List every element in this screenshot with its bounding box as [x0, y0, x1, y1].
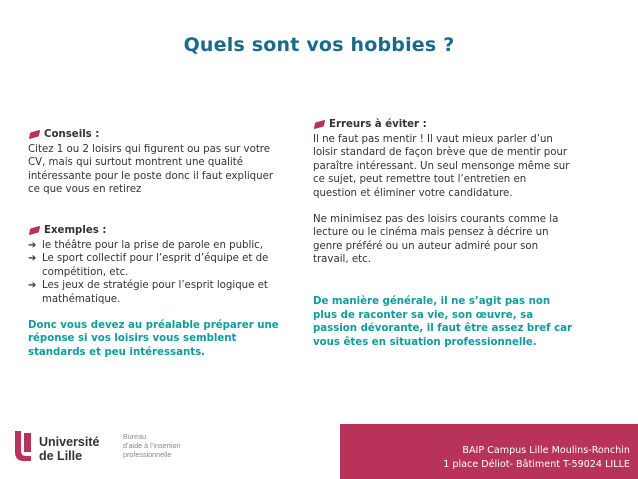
- erreurs-paragraph-2: [313, 213, 598, 267]
- exemples-heading-label: Exemples :: [44, 224, 107, 236]
- conclusion-line: De manière générale, il ne s’agit pas non: [313, 295, 551, 307]
- paragraph-line: genre préféré ou un auteur admiré pour son: [313, 240, 539, 252]
- list-item: [28, 239, 290, 253]
- baip-label-line: Bureau: [123, 432, 147, 441]
- bullet-icon: [314, 120, 325, 129]
- exemples-heading: [28, 224, 290, 238]
- arrow-right-icon: ➔: [28, 253, 37, 265]
- erreurs-paragraph-1: [313, 133, 598, 201]
- bullet-icon: [29, 226, 40, 235]
- left-conclusion: [28, 319, 290, 360]
- list-item: [28, 252, 290, 266]
- footer-bar: [340, 424, 638, 479]
- right-conclusion: [313, 295, 598, 349]
- conseils-heading: [28, 128, 290, 142]
- list-item: [28, 279, 290, 293]
- list-item-text: Le sport collectif pour l’esprit d’équipe et de: [42, 253, 269, 265]
- footer-line: BAIP Campus Lille Moulins-Ronchin: [462, 445, 630, 456]
- baip-label: [123, 432, 181, 459]
- conclusion-line: vous êtes en situation professionnelle.: [313, 336, 537, 348]
- university-name-line: de Lille: [39, 449, 83, 463]
- conclusion-line: passion dévorante, il faut être assez bref car: [313, 323, 573, 335]
- erreurs-heading-label: Erreurs à éviter :: [329, 119, 427, 130]
- university-logo-mark-icon: [12, 429, 34, 463]
- conclusion-line: plus de raconter sa vie, son œuvre, sa: [313, 309, 534, 321]
- arrow-right-icon: ➔: [28, 280, 37, 292]
- conseils-line: Citez 1 ou 2 loisirs qui figurent ou pas sur votre: [28, 143, 271, 155]
- baip-label-line: professionnelle: [123, 450, 172, 459]
- erreurs-heading: [313, 118, 598, 132]
- list-item-text: Les jeux de stratégie pour l’esprit logique et: [42, 280, 268, 292]
- list-item-continuation: mathématique.: [42, 293, 121, 305]
- paragraph-line: travail, etc.: [313, 254, 371, 266]
- conclusion-line: réponse si vos loisirs vous semblent: [28, 333, 237, 345]
- right-column: [313, 118, 598, 349]
- conseils-text: [28, 143, 290, 197]
- university-name: [39, 435, 99, 463]
- page-title: Quels sont vos hobbies ?: [183, 34, 455, 56]
- conclusion-line: Donc vous devez au préalable préparer une: [28, 319, 279, 331]
- conseils-line: ce que vous en retirez: [28, 184, 142, 196]
- conclusion-line: standards et peu intéressants.: [28, 346, 205, 358]
- paragraph-line: paraître intéressant. Un seul mensonge même sur: [313, 160, 570, 172]
- conseils-line: intéressante pour le poste donc il faut expliquer: [28, 170, 274, 182]
- paragraph-line: loisir standard de façon brève que de mentir pour: [313, 147, 568, 159]
- exemples-list: [28, 239, 290, 307]
- list-item-text: le théâtre pour la prise de parole en public,: [42, 239, 264, 251]
- paragraph-line: ce sujet, peut remettre tout l’entretien en: [313, 174, 527, 186]
- left-column: [28, 128, 290, 359]
- footer-address: [443, 444, 630, 471]
- paragraph-line: lecture ou le cinéma mais pensez à décrire un: [313, 227, 549, 239]
- conseils-line: CV, mais qui surtout montrent une qualité: [28, 157, 244, 169]
- university-logo: [12, 425, 202, 479]
- university-name-line: Université: [39, 435, 100, 449]
- footer-line: 1 place Déliot- Bâtiment T-59024 LILLE: [443, 458, 630, 470]
- paragraph-line: Il ne faut pas mentir ! Il vaut mieux parler d’un: [313, 133, 553, 145]
- conseils-heading-label: Conseils :: [44, 129, 100, 140]
- paragraph-line: Ne minimisez pas des loisirs courants comme la: [313, 213, 559, 225]
- bullet-icon: [29, 130, 40, 139]
- list-item-continuation: compétition, etc.: [42, 266, 129, 278]
- paragraph-line: question et éliminer votre candidature.: [313, 187, 513, 199]
- baip-label-line: d’aide à l’insertion: [123, 441, 181, 450]
- arrow-right-icon: ➔: [28, 239, 37, 251]
